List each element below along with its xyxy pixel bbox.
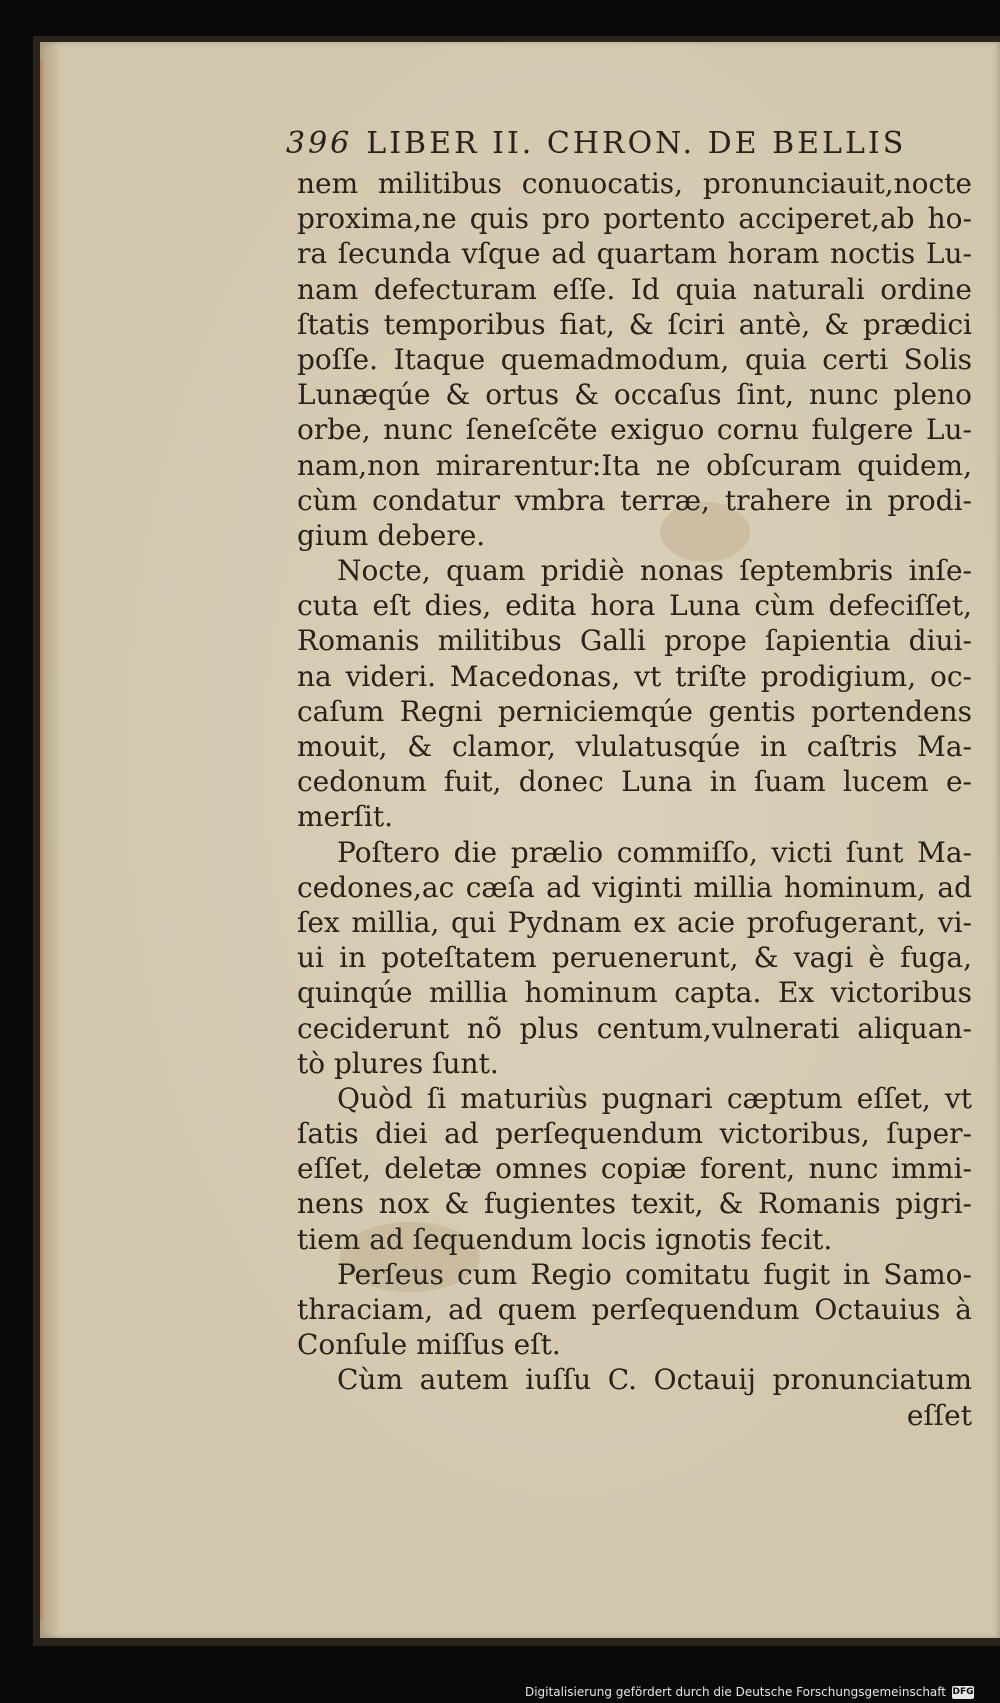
text-line: ſex millia, qui Pydnam ex acie profugerant, vi- xyxy=(297,905,972,939)
credit-text: Digitalisierung gefördert durch die Deutsche Forschungsgemeinschaft xyxy=(524,1685,946,1699)
text-line: Poſtero die prælio commiſſo, victi ſunt Ma- xyxy=(337,835,972,869)
text-line: na videri. Macedonas, vt triſte prodigium, oc- xyxy=(297,659,972,693)
running-header xyxy=(286,126,926,160)
page-edge xyxy=(40,60,48,1620)
text-line: nens nox & fugientes texit, & Romanis pigri- xyxy=(297,1187,972,1221)
text-line: poſſe. Itaque quemadmodum, quia certi Solis xyxy=(297,342,972,376)
text-line: merſit. xyxy=(297,800,393,834)
text-line: gium debere. xyxy=(297,518,486,552)
text-line: nam,non mirarentur:Ita ne obſcuram quidem, xyxy=(297,448,972,482)
text-line: eſſet, deletæ omnes copiæ forent, nunc immi- xyxy=(297,1152,972,1186)
text-line: cuta eſt dies, edita hora Luna cùm defeciſſet, xyxy=(297,589,972,623)
text-line: proxima,ne quis pro portento acciperet,ab ho- xyxy=(297,202,972,236)
text-line: cedones,ac cæſa ad viginti millia hominum, ad xyxy=(297,870,972,904)
text-line: Quòd ſi maturiùs pugnari cæptum eſſet, vt xyxy=(337,1081,972,1115)
text-line: caſum Regni perniciemqúe gentis portendens xyxy=(297,694,972,728)
text-line: thraciam, ad quem perſequendum Octauius à xyxy=(297,1293,972,1326)
text-line: mouit, & clamor, vlulatusqúe in caſtris Ma- xyxy=(297,730,972,763)
text-line: Romanis militibus Galli prope ſapientia diui- xyxy=(297,624,972,658)
text-line: Cùm autem iuſſu C. Octauij pronunciatum xyxy=(337,1363,972,1397)
text-line: quinqúe millia hominum capta. Ex victoribus xyxy=(297,976,972,1010)
text-line: ceciderunt nõ plus centum,vulnerati aliquan- xyxy=(297,1011,972,1045)
text-line: tò plures ſunt. xyxy=(297,1046,499,1080)
text-line: Lunæqúe & ortus & occaſus ſint, nunc pleno xyxy=(297,378,972,412)
body-text xyxy=(297,166,972,1433)
text-line: ui in poteſtatem peruenerunt, & vagi è fuga, xyxy=(297,941,972,975)
text-line: Nocte, quam pridiè nonas ſeptembris inſe- xyxy=(337,554,972,588)
digitization-credit xyxy=(525,1684,974,1700)
catchword: eſſet xyxy=(906,1398,972,1432)
dfg-logo-icon: DFG xyxy=(952,1686,974,1697)
text-line: tiem ad ſequendum locis ignotis fecit. xyxy=(297,1222,833,1256)
text-line: cùm condatur vmbra terræ, trahere in prodi- xyxy=(297,483,972,517)
text-line: ra ſecunda vſque ad quartam horam noctis Lu- xyxy=(297,237,972,271)
text-line: ſatis diei ad perſequendum victoribus, ſuper- xyxy=(297,1117,972,1151)
running-title: LIBER II. CHRON. DE BELLIS xyxy=(366,126,907,161)
text-line: cedonum fuit, donec Luna in ſuam lucem e- xyxy=(297,765,972,799)
text-line: ſtatis temporibus fiat, & ſciri antè, & prædici xyxy=(297,307,972,341)
text-line: orbe, nunc ſeneſcẽte exiguo cornu fulgere Lu- xyxy=(297,413,972,447)
text-line: nem militibus conuocatis, pronunciauit,nocte xyxy=(297,167,972,200)
text-line: Conſule miſſus eſt. xyxy=(297,1328,561,1362)
text-line: nam defecturam eſſe. Id quia naturali ordine xyxy=(297,272,972,306)
text-line: Perſeus cum Regio comitatu fugit in Samo- xyxy=(337,1257,972,1291)
page-number: 396 xyxy=(286,126,353,161)
